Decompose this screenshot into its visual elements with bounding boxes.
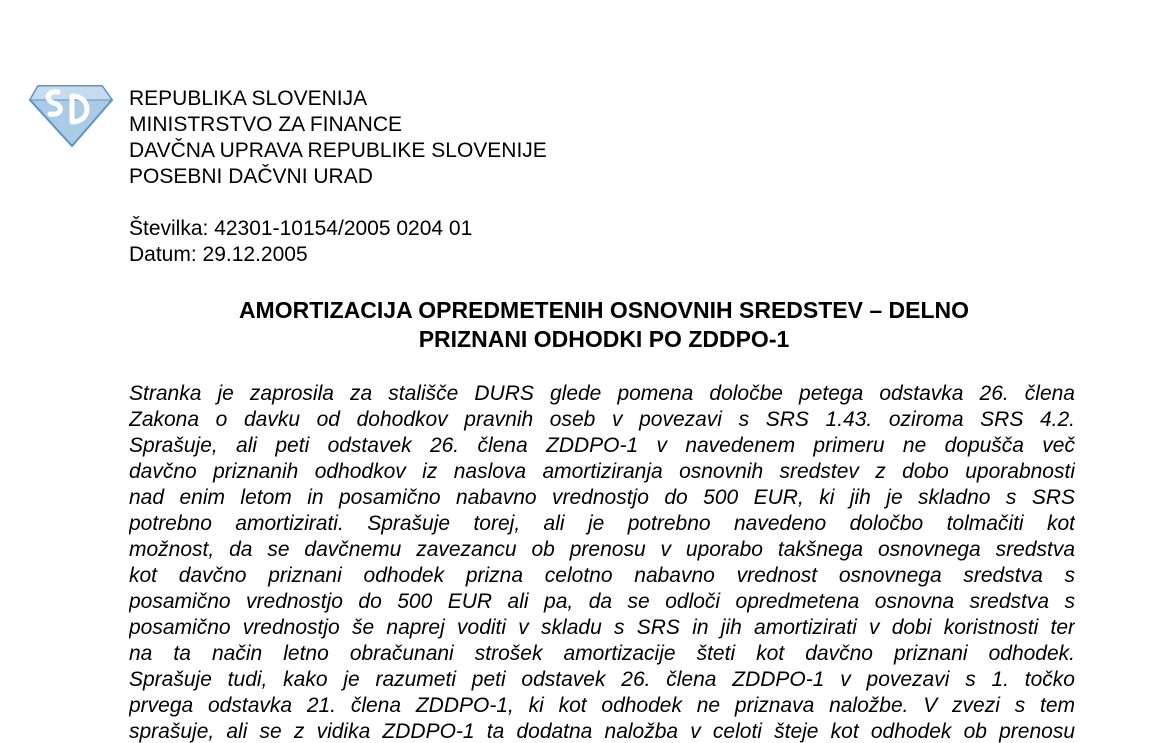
body-line: Zakona o davku od dohodkov pravnih oseb v povezavi s SRS 1.43. oziroma SRS 4.2. <box>129 408 1075 431</box>
durs-logo-icon <box>28 78 114 148</box>
title-line-1: AMORTIZACIJA OPREDMETENIH OSNOVNIH SREDSTEV – DELNO <box>238 297 970 323</box>
body-line: Sprašuje tudi, kako je razumeti peti odstavek 26. člena ZDDPO-1 v povezavi s 1. točko <box>129 668 1075 691</box>
header-line-ministry: MINISTRSTVO ZA FINANCE <box>129 113 403 136</box>
document-number: Številka: 42301-10154/2005 0204 01 <box>129 217 473 240</box>
header-line-republic: REPUBLIKA SLOVENIJA <box>129 87 368 110</box>
header-line-special-office: POSEBNI DAČVNI URAD <box>129 165 373 188</box>
body-line: možnost, da se davčnemu zavezancu ob prenosu v uporabo takšnega osnovnega sredstva <box>129 538 1075 561</box>
document-meta <box>129 216 472 268</box>
body-line: na ta način letno obračunani strošek amortizacije šteti kot davčno priznani odhodek. <box>129 642 1075 665</box>
body-line: nad enim letom in posamično nabavno vrednostjo do 500 EUR, ki jih je skladno s SRS <box>129 486 1075 509</box>
body-line: posamično vrednostjo do 500 EUR ali pa, da se odloči opredmetena osnovna sredstva s <box>129 590 1075 613</box>
title-line-2: PRIZNANI ODHODKI PO ZDDPO-1 <box>418 326 790 352</box>
body-line: posamično vrednostjo še naprej voditi v skladu s SRS in jih amortizirati v dobi koristnosti ter <box>129 616 1075 639</box>
document-title <box>129 296 1079 354</box>
body-line: kot davčno priznani odhodek prizna celotno nabavno vrednost osnovnega sredstva s <box>129 564 1075 587</box>
institution-header <box>129 86 547 190</box>
body-line: potrebno amortizirati. Sprašuje torej, ali je potrebno navedeno določbo tolmačiti kot <box>129 512 1075 535</box>
body-line: sprašuje, ali se z vidika ZDDPO-1 ta dodatna naložba v celoti šteje kot odhodek ob prenosu <box>129 720 1075 743</box>
body-paragraph <box>129 381 1075 743</box>
document-date: Datum: 29.12.2005 <box>129 243 308 266</box>
body-line: Stranka je zaprosila za stališče DURS glede pomena določbe petega odstavka 26. člena <box>129 382 1075 405</box>
body-line: prvega odstavka 21. člena ZDDPO-1, ki kot odhodek ne priznava naložbe. V zvezi s tem <box>129 694 1075 717</box>
body-line: davčno priznanih odhodkov iz naslova amortiziranja osnovnih sredstev z dobo uporabnosti <box>129 460 1075 483</box>
body-line: Sprašuje, ali peti odstavek 26. člena ZDDPO-1 v navedenem primeru ne dopušča več <box>129 434 1075 457</box>
header-line-tax-office: DAVČNA UPRAVA REPUBLIKE SLOVENIJE <box>129 139 547 162</box>
